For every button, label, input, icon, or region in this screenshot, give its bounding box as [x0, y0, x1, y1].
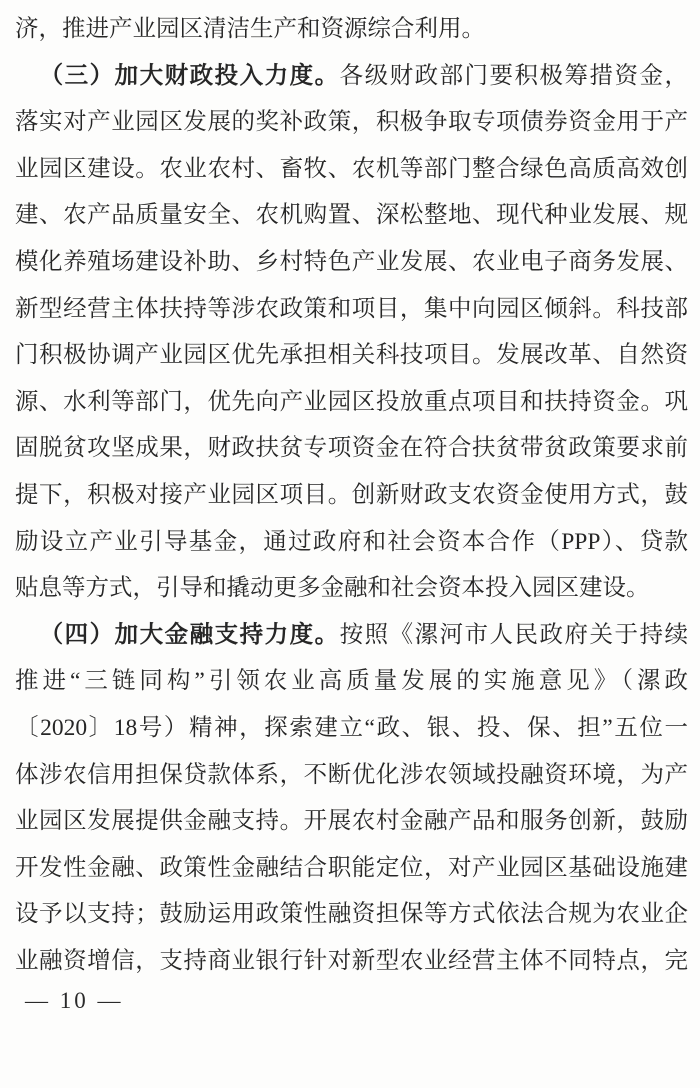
- text-line: [15, 798, 688, 845]
- text-line: [15, 146, 688, 193]
- section-heading-text: （四）加大金融支持力度。: [39, 621, 340, 648]
- text-line: [15, 239, 688, 286]
- text-line: [15, 519, 688, 566]
- text-line: [15, 938, 688, 985]
- text-line: [15, 658, 688, 705]
- body-text: 贴息等方式，引导和撬动更多金融和社会资本投入园区建设。: [15, 575, 650, 602]
- text-line: [15, 891, 688, 938]
- body-text: 门积极协调产业园区优先承担相关科技项目。发展改革、自然资: [15, 342, 688, 369]
- body-text: 固脱贫攻坚成果，财政扶贫专项资金在符合扶贫带贫政策要求前: [15, 435, 688, 462]
- body-text: 体涉农信用担保贷款体系，不断优化涉农领域投融资环境，为产: [15, 761, 688, 788]
- body-text: 各级财政部门要积极筹措资金，: [339, 62, 688, 89]
- body-text: 济，推进产业园区清洁生产和资源综合利用。: [15, 16, 485, 42]
- text-line: [15, 53, 688, 100]
- body-text: 业融资增信，支持商业银行针对新型农业经营主体不同特点，完: [15, 947, 688, 974]
- section-heading-text: （三）加大财政投入力度。: [39, 62, 340, 89]
- body-text: 源、水利等部门，优先向产业园区投放重点项目和扶持资金。巩: [15, 388, 688, 415]
- body-text: 业园区建设。农业农村、畜牧、农机等部门整合绿色高质高效创: [15, 155, 688, 182]
- body-text: 建、农产品质量安全、农机购置、深松整地、现代种业发展、规: [15, 202, 688, 229]
- text-line: [15, 472, 688, 519]
- body-text: 按照《漯河市人民政府关于持续: [339, 621, 688, 648]
- text-line: [15, 192, 688, 239]
- body-text: 开发性金融、政策性金融结合职能定位，对产业园区基础设施建: [15, 854, 688, 881]
- body-text: 〔2020〕18号）精神，探索建立“政、银、投、保、担”五位一: [15, 714, 688, 741]
- text-line: [15, 425, 688, 472]
- body-text: 落实对产业园区发展的奖补政策，积极争取专项债券资金用于产: [15, 109, 688, 136]
- page-number: — 10 —: [25, 988, 124, 1013]
- text-line: [15, 286, 688, 333]
- body-text: 励设立产业引导基金，通过政府和社会资本合作（PPP）、贷款: [15, 528, 688, 555]
- text-line: [15, 99, 688, 146]
- text-line: [15, 6, 688, 53]
- text-line: [15, 379, 688, 426]
- text-line: [15, 705, 688, 752]
- text-line: [15, 845, 688, 892]
- body-text: 设予以支持；鼓励运用政策性融资担保等方式依法合规为农业企: [15, 901, 688, 928]
- body-text: 业园区发展提供金融支持。开展农村金融产品和服务创新，鼓励: [15, 808, 688, 835]
- body-text: 推进“三链同构”引领农业高质量发展的实施意见》（漯政: [15, 668, 688, 695]
- text-line: [15, 332, 688, 379]
- text-line: [15, 565, 688, 612]
- body-text: 新型经营主体扶持等涉农政策和项目，集中向园区倾斜。科技部: [15, 295, 688, 322]
- text-line: [15, 612, 688, 659]
- text-line: [15, 752, 688, 799]
- body-text: 模化养殖场建设补助、乡村特色产业发展、农业电子商务发展、: [15, 248, 688, 275]
- body-text: 提下，积极对接产业园区项目。创新财政支农资金使用方式，鼓: [15, 481, 688, 508]
